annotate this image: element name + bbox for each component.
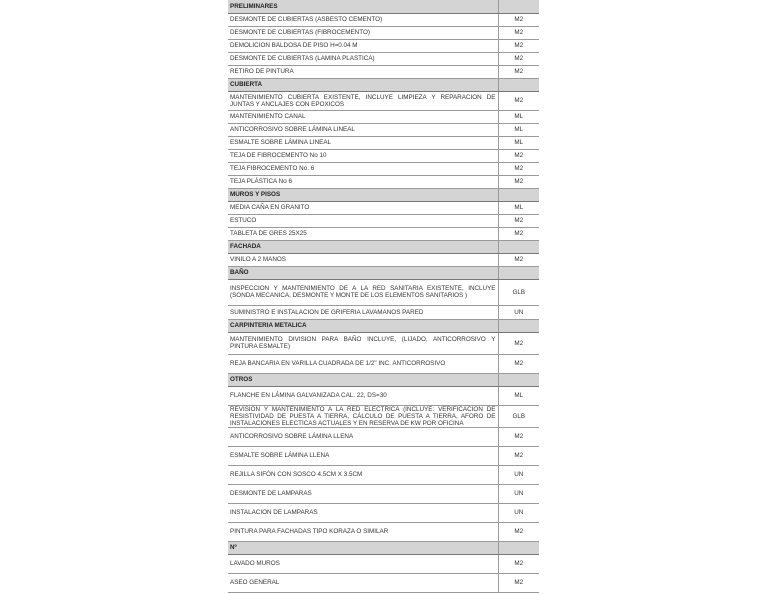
table-row bbox=[228, 136, 539, 149]
unit-label: M2 bbox=[514, 560, 524, 567]
description-cell bbox=[228, 386, 498, 405]
work-items-sheet bbox=[228, 0, 539, 593]
unit-cell bbox=[498, 446, 539, 465]
item-description: MEDIA CAÑA EN GRANITO bbox=[230, 204, 310, 211]
item-description: ESMALTE SOBRE LÁMINA LINEAL bbox=[230, 139, 332, 146]
section-header-row bbox=[228, 319, 539, 332]
unit-cell bbox=[498, 65, 539, 78]
unit-label: GLB bbox=[512, 412, 526, 420]
description-cell bbox=[228, 503, 498, 522]
unit-label: UN bbox=[514, 308, 524, 316]
item-description: INSPECCION Y MANTENIMIENTO DE A LA RED SANITARIA EXISTENTE, INCLUYE (SONDA MECANICA, DESMONTE Y MONTE DE LOS ELEMENTOS SANITARIOS ) bbox=[230, 285, 496, 299]
table-row bbox=[228, 305, 539, 319]
item-description: TEJA FIBROCEMENTO No. 6 bbox=[230, 165, 315, 172]
section-header-row bbox=[228, 373, 539, 386]
unit-cell bbox=[498, 149, 539, 162]
work-items-body bbox=[228, 0, 539, 592]
description-cell bbox=[228, 405, 498, 427]
unit-label: ML bbox=[514, 113, 524, 120]
section-header-row bbox=[228, 78, 539, 91]
section-title: Nº bbox=[230, 544, 237, 551]
item-description: SUMINISTRO E INSTALACION DE GRIFERIA LAVAMANOS PARED bbox=[230, 308, 424, 316]
section-header-row bbox=[228, 240, 539, 253]
description-cell bbox=[228, 522, 498, 541]
unit-label: M2 bbox=[514, 433, 524, 440]
description-cell bbox=[228, 110, 498, 123]
unit-cell bbox=[498, 554, 539, 573]
description-cell bbox=[228, 253, 498, 266]
unit-label: M2 bbox=[514, 579, 524, 586]
description-cell bbox=[228, 554, 498, 573]
unit-label: M2 bbox=[514, 178, 524, 185]
unit-cell bbox=[498, 427, 539, 446]
description-cell bbox=[228, 484, 498, 503]
item-description: REJILLA SIFÓN CON SOSCO 4.5CM X 3.5CM bbox=[230, 471, 363, 478]
section-title: BAÑO bbox=[230, 269, 249, 276]
description-cell bbox=[228, 332, 498, 354]
work-items-table bbox=[228, 0, 539, 593]
unit-cell bbox=[498, 266, 539, 279]
description-cell bbox=[228, 13, 498, 26]
table-row bbox=[228, 253, 539, 266]
unit-cell bbox=[498, 240, 539, 253]
description-cell bbox=[228, 465, 498, 484]
item-description: VINILO A 2 MANOS bbox=[230, 256, 286, 263]
item-description: TEJA DE FIBROCEMENTO No 10 bbox=[230, 152, 327, 159]
table-row bbox=[228, 26, 539, 39]
unit-label: GLB bbox=[512, 288, 526, 296]
section-title: FACHADA bbox=[230, 243, 261, 250]
table-row bbox=[228, 405, 539, 427]
item-description: ESTUCO bbox=[230, 217, 257, 224]
unit-cell bbox=[498, 0, 539, 13]
unit-cell bbox=[498, 162, 539, 175]
unit-cell bbox=[498, 136, 539, 149]
table-row bbox=[228, 13, 539, 26]
description-cell bbox=[228, 227, 498, 240]
table-row bbox=[228, 123, 539, 136]
unit-cell bbox=[498, 573, 539, 592]
description-cell bbox=[228, 214, 498, 227]
section-title: CUBIERTA bbox=[230, 81, 263, 88]
unit-label: UN bbox=[514, 490, 524, 497]
section-title: OTROS bbox=[230, 376, 253, 383]
unit-cell bbox=[498, 319, 539, 332]
description-cell bbox=[228, 446, 498, 465]
unit-label: M2 bbox=[514, 68, 524, 75]
table-row bbox=[228, 227, 539, 240]
unit-cell bbox=[498, 26, 539, 39]
unit-label: M2 bbox=[514, 29, 524, 36]
section-title: PRELIMINARES bbox=[230, 2, 278, 10]
item-description: ASEO GENERAL bbox=[230, 579, 280, 586]
unit-label: M2 bbox=[514, 97, 524, 104]
table-row bbox=[228, 503, 539, 522]
description-cell bbox=[228, 175, 498, 188]
description-cell bbox=[228, 305, 498, 319]
item-description: DESMONTE DE CUBIERTAS (FIBROCEMENTO) bbox=[230, 29, 370, 36]
section-title-cell bbox=[228, 0, 498, 13]
unit-cell bbox=[498, 465, 539, 484]
unit-cell bbox=[498, 484, 539, 503]
item-description: PINTURA PARA FACHADAS TIPO KORAZA O SIMILAR bbox=[230, 528, 389, 535]
unit-cell bbox=[498, 91, 539, 110]
unit-cell bbox=[498, 175, 539, 188]
description-cell bbox=[228, 123, 498, 136]
description-cell bbox=[228, 279, 498, 305]
item-description: DEMOLICION BALDOSA DE PISO H=0.04 M bbox=[230, 42, 358, 49]
unit-label: M2 bbox=[514, 16, 524, 23]
unit-label: M2 bbox=[514, 42, 524, 49]
unit-cell bbox=[498, 39, 539, 52]
table-row bbox=[228, 386, 539, 405]
table-row bbox=[228, 465, 539, 484]
table-row bbox=[228, 65, 539, 78]
description-cell bbox=[228, 52, 498, 65]
item-description: DESMONTE DE CUBIERTAS (ASBESTO CEMENTO) bbox=[230, 16, 383, 23]
description-cell bbox=[228, 65, 498, 78]
item-description: REVISION Y MANTENIMIENTO A LA RED ELECTRICA (INCLUYE: VERIFICACION DE RESISTIVIDAD DE PUESTA A TIERRA, CÁLCULO DE PUESTA A TIERRA, AFORO DE INSTALACIONES ELECTICAS ACTUALES Y EN RESERVA DE KW POR OFICINA bbox=[230, 405, 496, 427]
section-title-cell bbox=[228, 188, 498, 201]
section-title: MUROS Y PISOS bbox=[230, 191, 281, 198]
table-row bbox=[228, 39, 539, 52]
description-cell bbox=[228, 427, 498, 446]
table-row bbox=[228, 332, 539, 354]
description-cell bbox=[228, 573, 498, 592]
section-header-row bbox=[228, 188, 539, 201]
section-header-row bbox=[228, 0, 539, 13]
description-cell bbox=[228, 162, 498, 175]
item-description: INSTALACION DE LAMPARAS bbox=[230, 509, 318, 516]
unit-cell bbox=[498, 123, 539, 136]
unit-cell bbox=[498, 405, 539, 427]
table-row bbox=[228, 279, 539, 305]
item-description: FLANCHE EN LÁMINA GALVANIZADA CAL. 22, DS=30 bbox=[230, 392, 387, 399]
table-row bbox=[228, 91, 539, 110]
unit-cell bbox=[498, 188, 539, 201]
unit-label: M2 bbox=[514, 339, 524, 347]
unit-cell bbox=[498, 541, 539, 554]
unit-label: M2 bbox=[514, 528, 524, 535]
description-cell bbox=[228, 201, 498, 214]
unit-label: M2 bbox=[514, 452, 524, 459]
unit-label: UN bbox=[514, 471, 524, 478]
unit-label: M2 bbox=[514, 152, 524, 159]
section-title-cell bbox=[228, 240, 498, 253]
table-row bbox=[228, 110, 539, 123]
table-row bbox=[228, 52, 539, 65]
unit-label: ML bbox=[514, 392, 524, 399]
item-description: MANTENIMIENTO DIVISION PARA BAÑO INCLUYE, (LIJADO, ANTICORROSIVO Y PINTURA ESMALTE) bbox=[230, 336, 496, 350]
unit-cell bbox=[498, 279, 539, 305]
table-row bbox=[228, 214, 539, 227]
section-title-cell bbox=[228, 266, 498, 279]
item-description: ANTICORROSIVO SOBRE LÁMINA LINEAL bbox=[230, 126, 355, 133]
table-row bbox=[228, 201, 539, 214]
description-cell bbox=[228, 149, 498, 162]
item-description: ESMALTE SOBRE LÁMINA LLENA bbox=[230, 452, 330, 459]
table-row bbox=[228, 162, 539, 175]
unit-cell bbox=[498, 332, 539, 354]
unit-cell bbox=[498, 522, 539, 541]
table-row bbox=[228, 484, 539, 503]
unit-label: M2 bbox=[514, 217, 524, 224]
unit-cell bbox=[498, 78, 539, 91]
unit-label: ML bbox=[514, 204, 524, 211]
unit-cell bbox=[498, 305, 539, 319]
unit-cell bbox=[498, 253, 539, 266]
unit-label: ML bbox=[514, 126, 524, 133]
table-row bbox=[228, 427, 539, 446]
description-cell bbox=[228, 26, 498, 39]
section-header-row bbox=[228, 541, 539, 554]
unit-cell bbox=[498, 214, 539, 227]
section-title-cell bbox=[228, 541, 498, 554]
item-description: ANTICORROSIVO SOBRE LÁMINA LLENA bbox=[230, 433, 354, 440]
unit-cell bbox=[498, 201, 539, 214]
table-row bbox=[228, 149, 539, 162]
section-header-row bbox=[228, 266, 539, 279]
section-title-cell bbox=[228, 373, 498, 386]
item-description: DESMONTE DE CUBIERTAS (LAMINA PLASTICA) bbox=[230, 55, 375, 62]
description-cell bbox=[228, 91, 498, 110]
unit-label: UN bbox=[514, 509, 524, 516]
item-description: MANTENIMIENTO CANAL bbox=[230, 113, 306, 120]
table-row bbox=[228, 175, 539, 188]
unit-label: M2 bbox=[514, 165, 524, 172]
item-description: DESMONTE DE LAMPARAS bbox=[230, 490, 312, 497]
unit-cell bbox=[498, 354, 539, 373]
unit-label: ML bbox=[514, 139, 524, 146]
table-row bbox=[228, 446, 539, 465]
item-description: LAVADO MUROS bbox=[230, 560, 280, 567]
table-row bbox=[228, 573, 539, 592]
unit-cell bbox=[498, 13, 539, 26]
section-title-cell bbox=[228, 319, 498, 332]
section-title-cell bbox=[228, 78, 498, 91]
unit-cell bbox=[498, 373, 539, 386]
unit-cell bbox=[498, 52, 539, 65]
description-cell bbox=[228, 136, 498, 149]
unit-label: M2 bbox=[514, 360, 524, 367]
item-description: TEJA PLÁSTICA No 6 bbox=[230, 178, 292, 185]
unit-cell bbox=[498, 503, 539, 522]
item-description: RETIRO DE PINTURA bbox=[230, 68, 294, 75]
description-cell bbox=[228, 39, 498, 52]
unit-label: M2 bbox=[514, 256, 524, 263]
section-title: CARPINTERIA METALICA bbox=[230, 322, 307, 329]
item-description: REJA BANCARIA EN VARILLA CUADRADA DE 1/2" INC. ANTICORROSIVO bbox=[230, 360, 446, 367]
unit-cell bbox=[498, 386, 539, 405]
unit-label: M2 bbox=[514, 230, 524, 237]
unit-cell bbox=[498, 110, 539, 123]
table-row bbox=[228, 522, 539, 541]
description-cell bbox=[228, 354, 498, 373]
item-description: TABLETA DE GRES 25X25 bbox=[230, 230, 307, 237]
table-row bbox=[228, 354, 539, 373]
unit-label: M2 bbox=[514, 55, 524, 62]
table-row bbox=[228, 554, 539, 573]
unit-cell bbox=[498, 227, 539, 240]
item-description: MANTENIMIENTO CUBIERTA EXISTENTE, INCLUYE LIMPIEZA Y REPARACION DE JUNTAS Y ANCLAJES CON EPOXICOS bbox=[230, 93, 496, 108]
